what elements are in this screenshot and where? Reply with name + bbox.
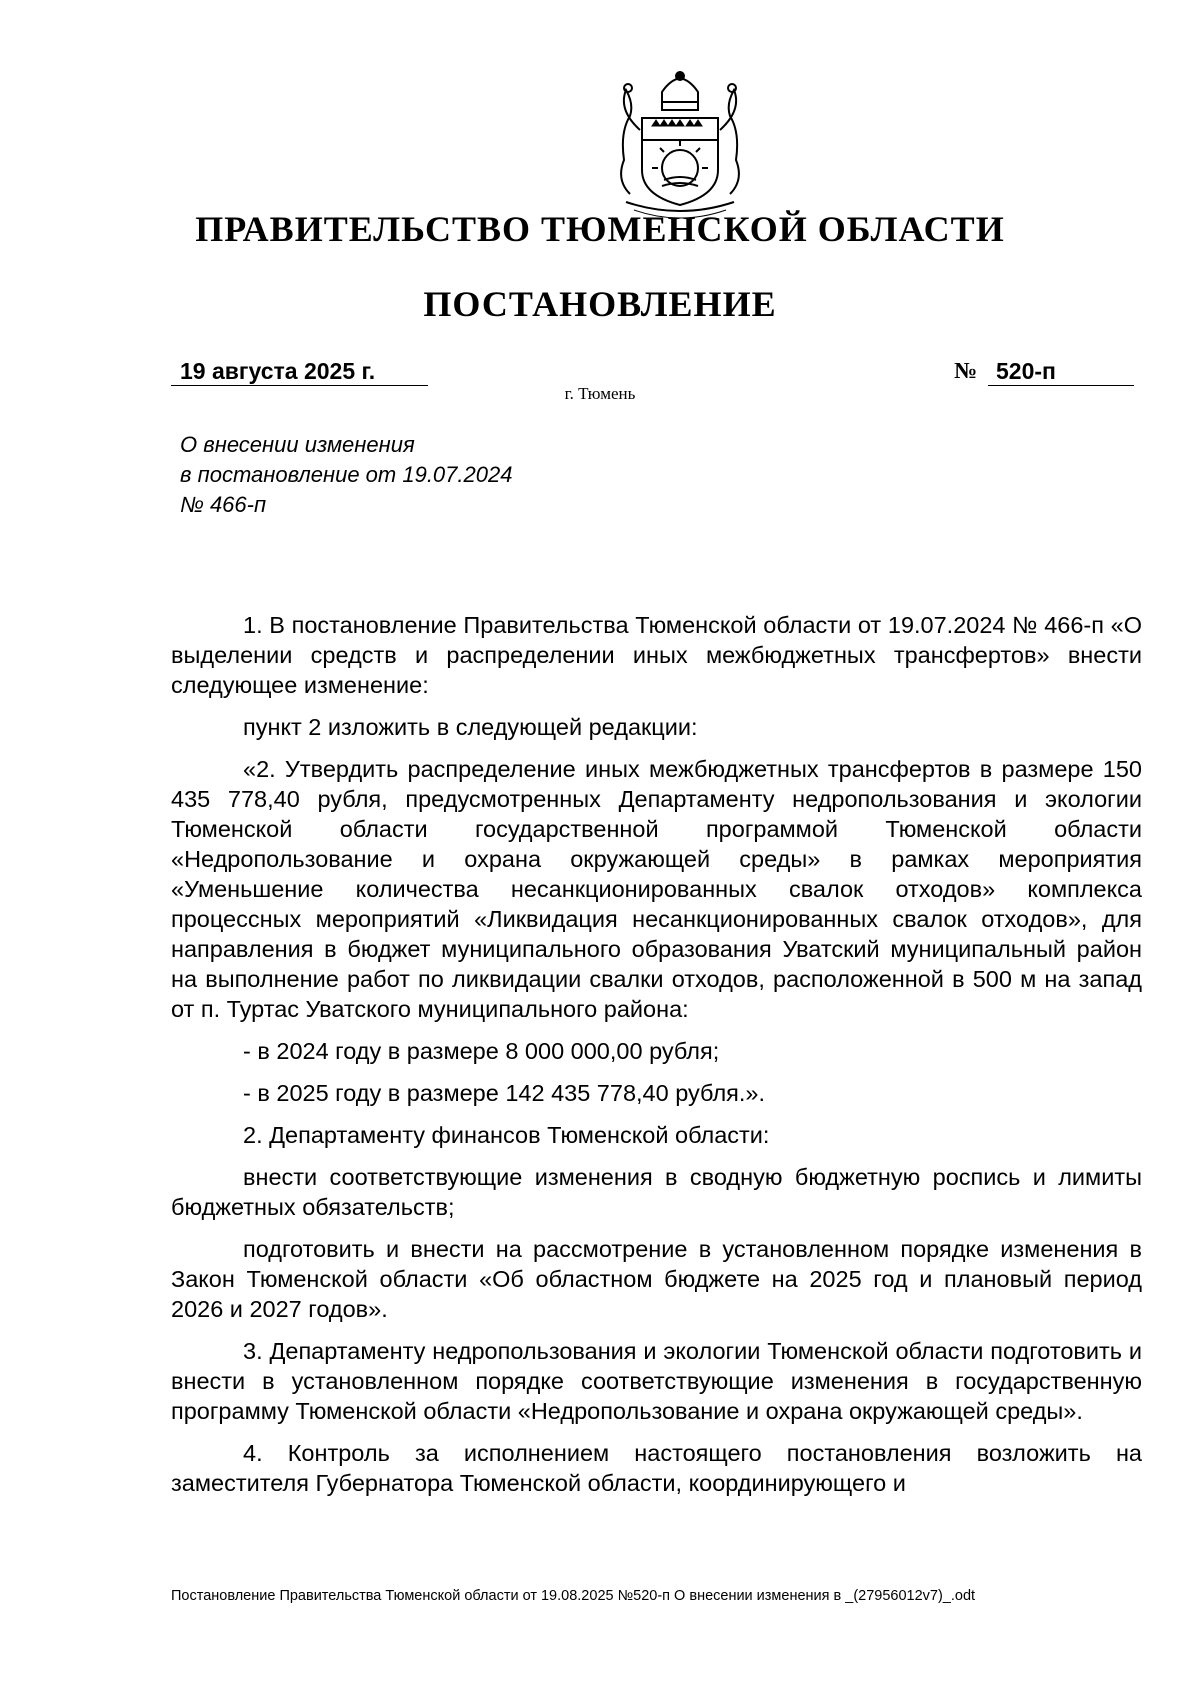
paragraph: - в 2025 году в размере 142 435 778,40 рубля.».	[243, 1080, 766, 1106]
page-footer: Постановление Правительства Тюменской области от 19.08.2025 №520-п О внесении изменения в _(27956012v7)_.odt	[171, 1588, 976, 1604]
number-sign: №	[954, 358, 978, 383]
city: г. Тюмень	[564, 384, 636, 403]
government-name: ПРАВИТЕЛЬСТВО ТЮМЕНСКОЙ ОБЛАСТИ	[195, 209, 1005, 249]
paragraph: подготовить и внести на рассмотрение в установленном порядке изменения в Закон Тюменской области «Об областном бюджете на 2025 год и плановый период 2026 и 2027 годов».	[171, 1236, 1142, 1322]
subject-line: О внесении изменения	[180, 432, 415, 457]
paragraph: 4. Контроль за исполнением настоящего постановления возложить на заместителя Губернатора Тюменской области, координирующего и	[171, 1440, 1142, 1496]
document-number-block	[954, 357, 1134, 387]
document-date: 19 августа 2025 г.	[171, 357, 428, 386]
paragraph: «2. Утвердить распределение иных межбюджетных трансфертов в размере 150 435 778,40 рубля, предусмотренных Департаменту недропользования и экологии Тюменской области государственной программой Тюменской области «Недропользование и охрана окружающей среды» в рамках мероприятия «Уменьшение количества несанкционированных свалок отходов» комплекса процессных мероприятий «Ликвидация несанкционированных свалок отходов», для направления в бюджет муниципального образования Уватский муниципальный район на выполнение работ по ликвидации свалки отходов, расположенной в 500 м на запад от п. Туртас Уватского муниципального района:	[171, 756, 1142, 1022]
paragraph: 1. В постановление Правительства Тюменской области от 19.07.2024 № 466-п «О выделении средств и распределении иных межбюджетных трансфертов» внести следующее изменение:	[171, 612, 1142, 698]
paragraph: внести соответствующие изменения в сводную бюджетную роспись и лимиты бюджетных обязательств;	[171, 1164, 1142, 1220]
subject-line: в постановление от 19.07.2024	[180, 462, 513, 487]
paragraph: 3. Департаменту недропользования и экологии Тюменской области подготовить и внести в установленном порядке соответствующие изменения в государственную программу Тюменской области «Недропользование и охрана окружающей среды».	[171, 1338, 1142, 1424]
document-type: ПОСТАНОВЛЕНИЕ	[423, 284, 777, 324]
paragraph: - в 2024 году в размере 8 000 000,00 рубля;	[243, 1038, 720, 1064]
subject-block	[180, 430, 680, 520]
document-body	[171, 610, 1142, 1510]
document-number: 520-п	[988, 357, 1134, 386]
paragraph: 2. Департаменту финансов Тюменской области:	[243, 1122, 770, 1148]
subject-line: № 466-п	[180, 492, 267, 517]
paragraph: пункт 2 изложить в следующей редакции:	[243, 714, 698, 740]
coat-of-arms-icon	[590, 70, 770, 220]
